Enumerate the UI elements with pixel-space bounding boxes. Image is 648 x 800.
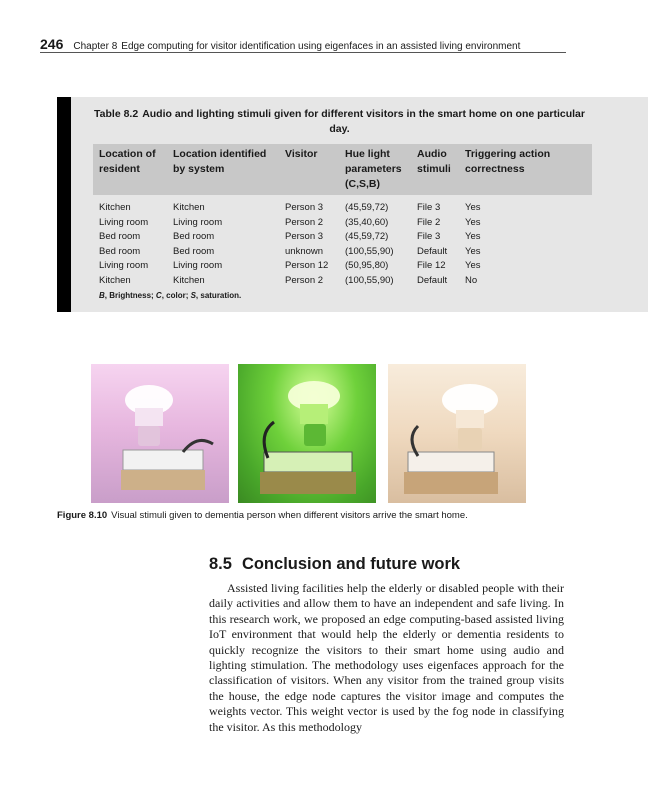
section-heading	[209, 555, 460, 574]
photo-pink-light	[91, 364, 229, 503]
table-cell: (35,40,60)	[345, 216, 389, 228]
note-s: S	[190, 291, 196, 300]
chapter-label: Chapter 8	[73, 41, 118, 52]
note-c-text: , color;	[161, 291, 191, 300]
table-note	[99, 291, 241, 300]
table-cell: Yes	[465, 260, 481, 271]
section-title: Conclusion and future work	[241, 555, 461, 573]
table-header-row	[93, 144, 592, 195]
note-s-text: , saturation.	[195, 291, 242, 300]
header-correctness: Triggering action correctness	[459, 144, 592, 195]
table-label: Table 8.2	[94, 108, 139, 120]
figure-caption-text: Visual stimuli given to dementia person when different visitors arrive the smart home.	[111, 510, 468, 521]
table-cell: Living room	[99, 260, 149, 271]
table-cell: Bed room	[173, 231, 215, 242]
note-b-text: , Brightness;	[104, 291, 156, 300]
table-row	[93, 245, 592, 260]
table-cell: Bed room	[99, 245, 141, 257]
table-side-bar	[57, 97, 71, 312]
table-cell: Person 2	[285, 216, 324, 228]
photo-warm-light	[388, 364, 526, 503]
table-row	[93, 259, 592, 274]
table-cell: Kitchen	[99, 274, 131, 286]
table-cell: unknown	[285, 245, 324, 257]
table-caption	[87, 107, 592, 137]
table-cell: Living room	[99, 216, 149, 228]
table-cell: Yes	[465, 202, 481, 213]
table-caption-text: Audio and lighting stimuli given for different visitors in the smart home on one particular day.	[142, 108, 585, 135]
table-cell: Default	[417, 245, 448, 257]
table-cell: Bed room	[173, 245, 215, 257]
table-cell: Bed room	[99, 231, 141, 242]
table-cell: Person 3	[285, 231, 324, 242]
table-cell: Person 3	[285, 202, 324, 213]
table-cell: Kitchen	[99, 202, 131, 213]
table-cell: File 2	[417, 216, 441, 228]
table-cell: Living room	[173, 260, 223, 271]
table-cell: Yes	[465, 231, 481, 242]
table-cell: Yes	[465, 245, 481, 257]
table-row	[93, 195, 592, 216]
running-head	[40, 36, 566, 52]
table-cell: (100,55,90)	[345, 245, 394, 257]
section-number: 8.5	[209, 555, 232, 573]
table-cell: Living room	[173, 216, 223, 228]
table-cell: (50,95,80)	[345, 260, 389, 271]
header-location-resident: Location of resident	[93, 144, 167, 195]
figure-label: Figure 8.10	[57, 510, 108, 521]
header-audio: Audio stimuli	[411, 144, 459, 195]
table-cell: Person 2	[285, 274, 324, 286]
chapter-title: Edge computing for visitor identification using eigenfaces in an assisted living environment	[121, 41, 521, 52]
stimuli-table	[93, 144, 592, 288]
table-row	[93, 230, 592, 245]
header-hue-params: Hue light parameters (C,S,B)	[339, 144, 411, 195]
header-location-identified: Location identified by system	[167, 144, 279, 195]
table-cell: Kitchen	[173, 274, 205, 286]
table-cell: (45,59,72)	[345, 202, 389, 213]
table-cell: Person 12	[285, 260, 329, 271]
photo-green-light	[238, 364, 376, 503]
table-cell: File 3	[417, 202, 441, 213]
table-box	[57, 97, 648, 312]
section-paragraph: Assisted living facilities help the elderly or disabled people with their daily activities and allow them to have an independent and safe living. In this research work, we proposed an edge computing-based assisted living IoT environment that would help the elderly or dementia residents to quickly recognize the visitors to their smart home using audio and lighting stimulation. The methodology uses eigenfaces approach for the classification of visitors. When any visitor from the trained group visits the house, the edge node captures the visitor image and computes the weights vector. This weight vector is used by the fog node in classifying the visitor. As this methodology	[209, 581, 564, 734]
table-cell: Yes	[465, 216, 481, 228]
table-body	[93, 195, 592, 288]
page-number: 246	[40, 36, 64, 52]
table-cell: Kitchen	[173, 202, 205, 213]
table-row	[93, 274, 592, 289]
note-c: C	[155, 291, 162, 300]
table-row	[93, 216, 592, 231]
header-rule	[40, 52, 566, 53]
header-visitor: Visitor	[279, 144, 339, 195]
table-cell: File 12	[417, 260, 446, 271]
figure-caption	[57, 510, 468, 521]
table-cell: (100,55,90)	[345, 274, 394, 286]
table-cell: (45,59,72)	[345, 231, 389, 242]
table-cell: No	[465, 274, 478, 286]
note-b: B	[99, 291, 105, 300]
table-cell: Default	[417, 274, 448, 286]
table-cell: File 3	[417, 231, 441, 242]
